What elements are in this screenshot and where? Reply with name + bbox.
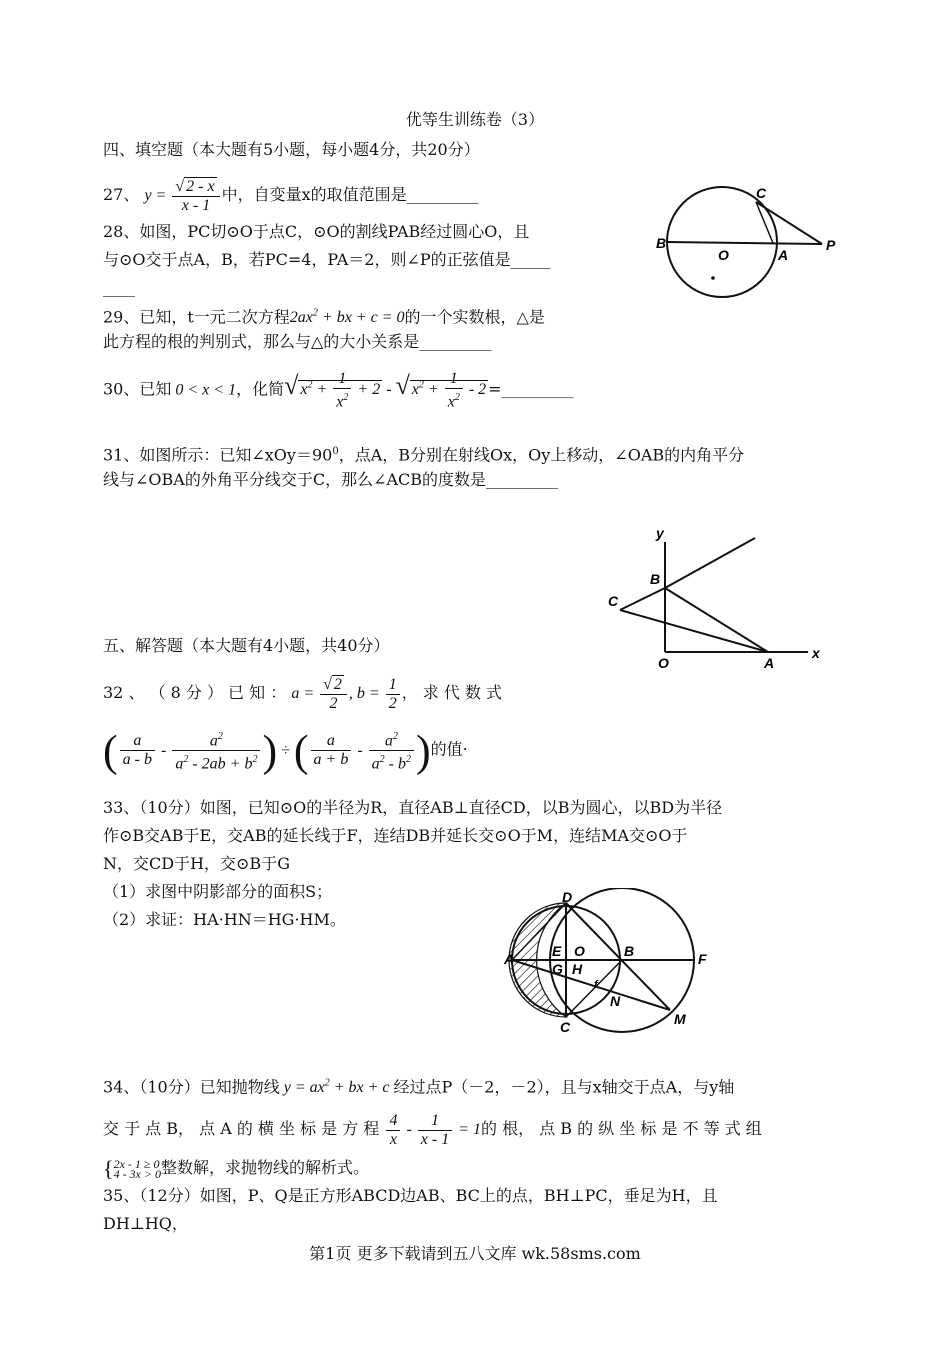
label-a: A [764, 655, 775, 671]
q28-line2: 与⊙O交于点A，B，若PC=4，PA＝2，则∠P的正弦值是_____ [103, 250, 551, 269]
q27-text: 中，自变量x的取值范围是_________ [221, 185, 479, 205]
q29-line1 [103, 304, 545, 328]
label-e: E [552, 943, 562, 959]
q31-text1: 31、如图所示：已知∠xOy＝90 [103, 445, 333, 465]
q35-line2: DH⊥HQ， [103, 1214, 188, 1233]
q29-text-a: 29、已知，t一元二次方程 [103, 307, 290, 327]
label-c: C [608, 593, 619, 609]
q30-expression: √ $x^2$ + $\frac{1}{x^2}$ + 2 - √ $x^2$ + $\frac{1}{x^2}$ - 2 [284, 370, 487, 411]
external-ray [665, 538, 755, 588]
q34-inequality-system: { 2x - 1 ≥ 0 4 - 3x > 0 [103, 1155, 161, 1181]
q28-line3: ____ [103, 278, 135, 297]
label-f-small: f [594, 979, 598, 991]
segment-ca [620, 610, 768, 652]
segment-cb [620, 588, 665, 610]
label-a: A [504, 951, 515, 967]
q34-text-a: 34、（10分）已知抛物线 [103, 1077, 280, 1097]
q33-sub1: （1）求图中阴影部分的面积S； [103, 882, 333, 901]
label-d: D [562, 889, 573, 905]
page-footer: 第1页 更多下载请到五八文库 wk.58sms.com [309, 1244, 641, 1263]
q34-parabola: $y = ax^2$ + bx + c [279, 1078, 394, 1097]
q27-formula: y = $\frac{√ 2 - x}{x - 1}$ [144, 187, 221, 204]
q34-text-d: 的 根， 点 B 的 纵 坐 标 是 不 等 式 组 [481, 1119, 762, 1139]
stray-dot [711, 276, 715, 280]
label-a: A [778, 247, 789, 263]
label-c: C [756, 185, 767, 201]
label-b: B [656, 235, 667, 251]
label-o: O [718, 247, 729, 263]
q31-degree: 0 [332, 446, 339, 457]
q35-line1: 35、（12分）如图，P、Q是正方形ABCD边AB、BC上的点，BH⊥PC，垂足为H，且 [103, 1186, 718, 1205]
label-g: G [552, 961, 563, 977]
q28-line1: 28、如图，PC切⊙O于点C，⊙O的割线PAB经过圆心O，且 [103, 222, 530, 241]
q31-line2: 线与∠OBA的外角平分线交于C，那么∠ACB的度数是_________ [103, 470, 559, 489]
q29-equation: $2ax^2$ + bx + c = 0 [289, 308, 405, 327]
q32-expression-line [103, 725, 468, 775]
label-m: M [674, 1011, 686, 1027]
q30-text3: =_________ [488, 379, 574, 399]
label-o: O [574, 943, 585, 959]
q29-text-b: 的一个实数根，△是 [404, 307, 545, 327]
section-four-heading: 四、填空题（本大题有5小题，每小题4分，共20分） [103, 140, 480, 159]
section-five-heading: 五、解答题（本大题有4小题，共40分） [103, 636, 390, 655]
q32-tail: ， 求 代 数 式 [401, 683, 503, 703]
q34-text-c: 交 于 点 B， 点 A 的 横 坐 标 是 方 程 [103, 1119, 380, 1139]
figure-q31-axes [600, 522, 840, 682]
q32-end: 的值· [430, 739, 468, 759]
q30-condition: 0 < x < 1 [171, 381, 237, 399]
segment-ba [665, 588, 768, 652]
q31-text1b: ，点A，B分别在射线Ox，Oy上移动，∠OAB的内角平分 [338, 445, 745, 465]
label-p: P [826, 237, 836, 253]
q33-sub2: （2）求证：HA·HN＝HG·HM。 [103, 910, 346, 929]
figure-q28-circle [650, 180, 850, 305]
q34-text-e: 整数解，求抛物线的解析式。 [160, 1158, 369, 1177]
label-f: F [698, 951, 707, 967]
secant-line [667, 242, 822, 244]
label-h: H [572, 961, 583, 977]
question-30 [103, 370, 574, 411]
q33-line3: N，交CD于H，交⊙B于G [103, 854, 290, 873]
q34-line3 [103, 1155, 369, 1181]
q34-line2 [103, 1112, 762, 1149]
q32-head: 32 、 （ 8 分 ） 已 知 ： [103, 683, 287, 703]
q34-line1 [103, 1074, 734, 1098]
label-b: B [624, 943, 635, 959]
q34-equation: $\frac{4}{x}$ - $\frac{1}{x - 1}$ = 1 [384, 1121, 481, 1138]
q33-line1: 33、（10分）如图，已知⊙O的半径为R，直径AB⊥直径CD，以B为圆心，以BD为半径 [103, 798, 723, 817]
question-27 [103, 178, 479, 215]
q32-expression: ( $\frac{a}{a - b}$ - $\frac{a^2}{a^2 - 2ab + b^2}$ ) ÷ ( $\frac{a}{a + b}$ - $\frac{a^2}{a^2 - b^2}$ ) [103, 725, 431, 775]
q32-given: a = $\frac{√ 2}{2}$ , b = $\frac{1}{2}$ [291, 685, 401, 702]
q30-text1: 30、已知 [103, 379, 172, 399]
label-c: C [560, 1019, 571, 1035]
page-title: 优等生训练卷（3） [405, 110, 545, 129]
q27-number: 27、 [103, 185, 140, 205]
label-x: x [812, 645, 820, 661]
q29-line2: 此方程的根的判别式，那么与△的大小关系是_________ [103, 332, 492, 351]
q30-text2: ，化简 [236, 379, 285, 399]
q33-line2: 作⊙B交AB于E，交AB的延长线于F，连结DB并延长交⊙O于M，连结MA交⊙O于 [103, 826, 688, 845]
label-n: N [610, 993, 621, 1009]
label-b: B [650, 571, 661, 587]
label-y: y [656, 525, 664, 541]
figure-q33-circles [498, 888, 728, 1038]
q32-line1 [103, 676, 502, 713]
q34-text-b: 经过点P（－2，－2），且与x轴交于点A，与y轴 [393, 1077, 735, 1097]
q31-line1 [103, 442, 744, 465]
tangent-pc [756, 202, 822, 244]
label-o: O [658, 655, 669, 671]
